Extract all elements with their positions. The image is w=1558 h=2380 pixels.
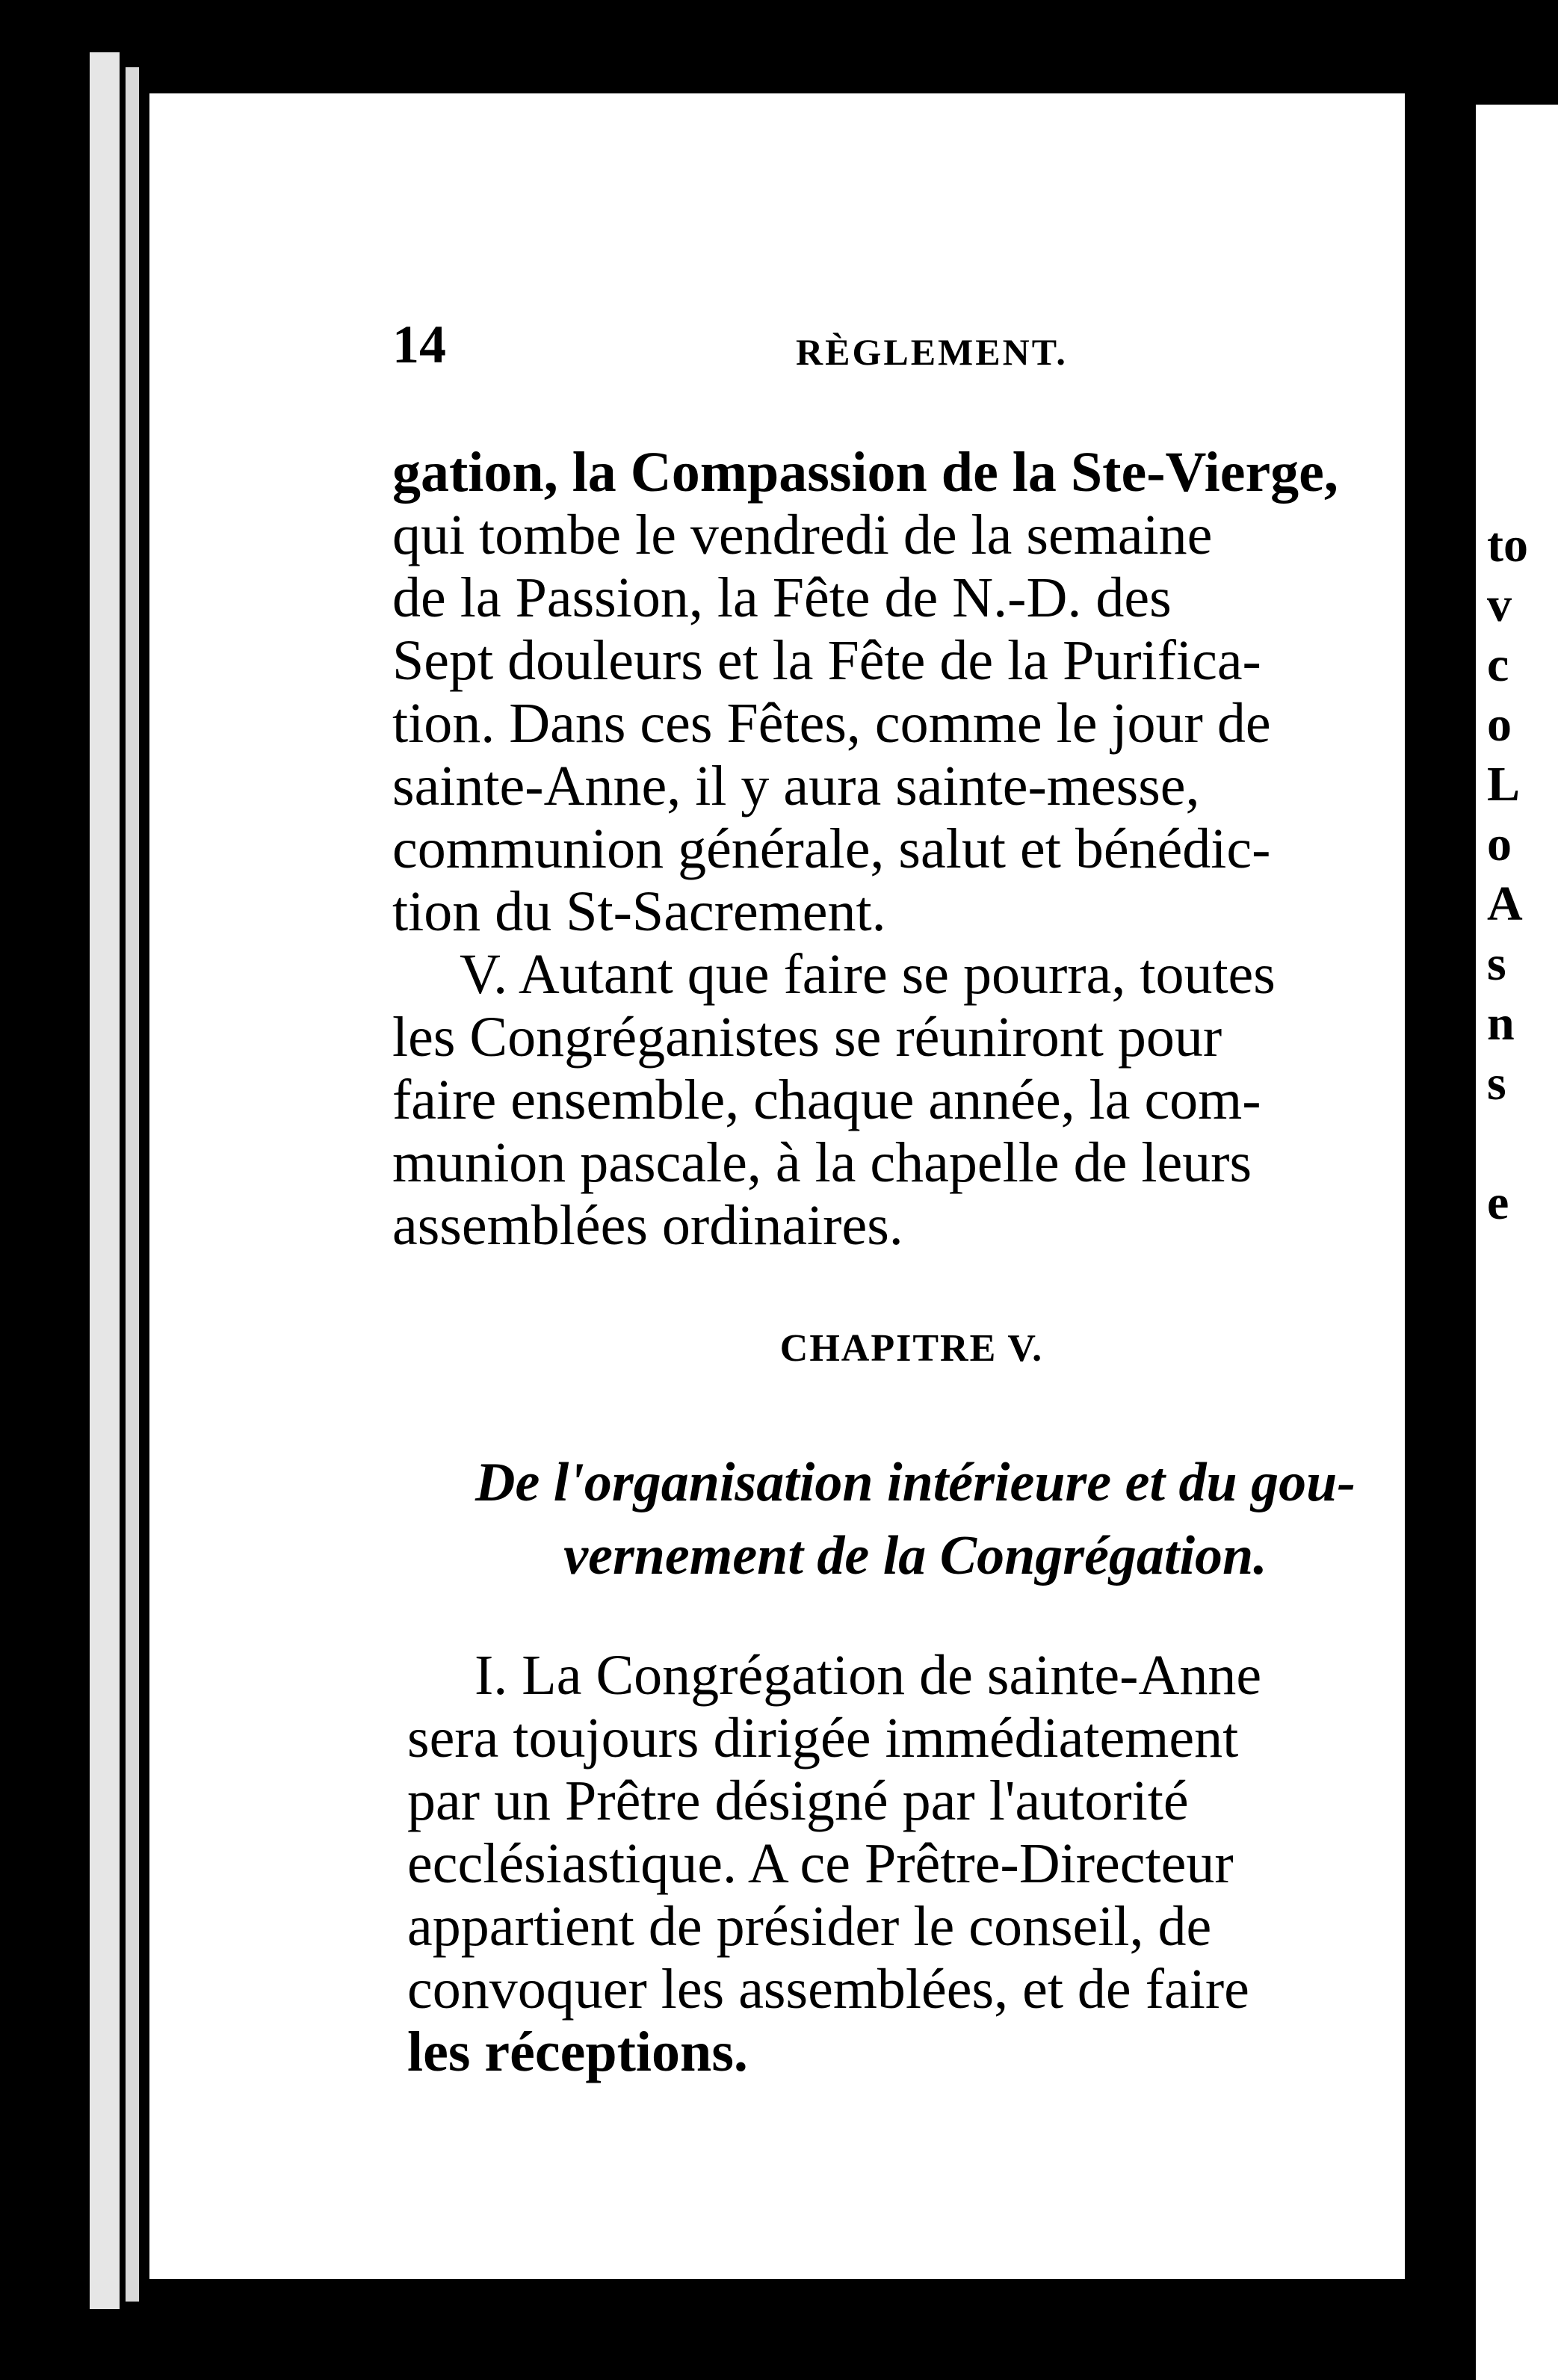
text-line: de la Passion, la Fête de N.-D. des [392, 566, 1172, 629]
text-line: gation, la Compassion de la Ste-Vierge, [392, 441, 1338, 504]
facing-page-letter: c [1487, 637, 1509, 692]
chapter-title-line: vernement de la Congrégation. [563, 1525, 1267, 1586]
body-text-upper [392, 441, 1431, 1257]
text-line: communion générale, salut et bénédic- [392, 817, 1271, 880]
text-line: qui tombe le vendredi de la semaine [392, 504, 1213, 566]
body-text-lower [407, 1644, 1435, 2083]
paragraph [392, 943, 1431, 1257]
text-line: V. Autant que faire se pourra, toutes [460, 943, 1276, 1006]
text-line: convoquer les assemblées, et de faire [407, 1958, 1249, 2021]
page-edge [90, 52, 120, 2309]
page-number: 14 [392, 315, 446, 374]
text-line: assemblées ordinaires. [392, 1194, 903, 1257]
text-line: ecclésiastique. A ce Prêtre-Directeur [407, 1832, 1234, 1895]
page-header [392, 314, 1435, 396]
text-line: les Congréganistes se réuniront pour [392, 1006, 1222, 1069]
chapter-title [392, 1446, 1438, 1592]
chapter-title-line: De l'organisation intérieure et du gou- [475, 1452, 1355, 1513]
facing-page-letter: n [1487, 996, 1515, 1051]
page-gutter [1435, 135, 1476, 2272]
text-line: par un Prêtre désigné par l'autorité [407, 1769, 1189, 1832]
text-line: tion du St-Sacrement. [392, 880, 886, 943]
text-line: sainte-Anne, il y aura sainte-messe, [392, 755, 1200, 817]
text-line: munion pascale, à la chapelle de leurs [392, 1131, 1252, 1194]
text-line: sera toujours dirigée immédiatement [407, 1707, 1239, 1769]
text-line: Sept douleurs et la Fête de la Purifica- [392, 629, 1261, 692]
facing-page-letter: A [1487, 877, 1523, 931]
facing-page-letter: s [1487, 936, 1506, 991]
chapter-heading: CHAPITRE V. [779, 1327, 1044, 1370]
facing-page-letter: s [1487, 1056, 1506, 1110]
paragraph [392, 441, 1431, 943]
text-line: I. La Congrégation de sainte-Anne [474, 1644, 1262, 1707]
page-edge [126, 67, 139, 2302]
running-head: RÈGLEMENT. [796, 331, 1068, 373]
facing-page-letter: o [1487, 817, 1512, 871]
text-line: tion. Dans ces Fêtes, comme le jour de [392, 692, 1271, 755]
facing-page-letter: o [1487, 697, 1512, 752]
facing-page-letter: e [1487, 1175, 1509, 1230]
text-line: appartient de présider le conseil, de [407, 1895, 1212, 1958]
text-line: faire ensemble, chaque année, la com- [392, 1069, 1261, 1131]
facing-page [1476, 105, 1558, 2380]
facing-page-letter: L [1487, 757, 1521, 812]
text-line: les réceptions. [407, 2021, 748, 2083]
facing-page-text [1487, 516, 1558, 1233]
facing-page-letter: to [1487, 518, 1528, 572]
facing-page-letter [1487, 1113, 1558, 1173]
facing-page-letter: v [1487, 578, 1512, 632]
